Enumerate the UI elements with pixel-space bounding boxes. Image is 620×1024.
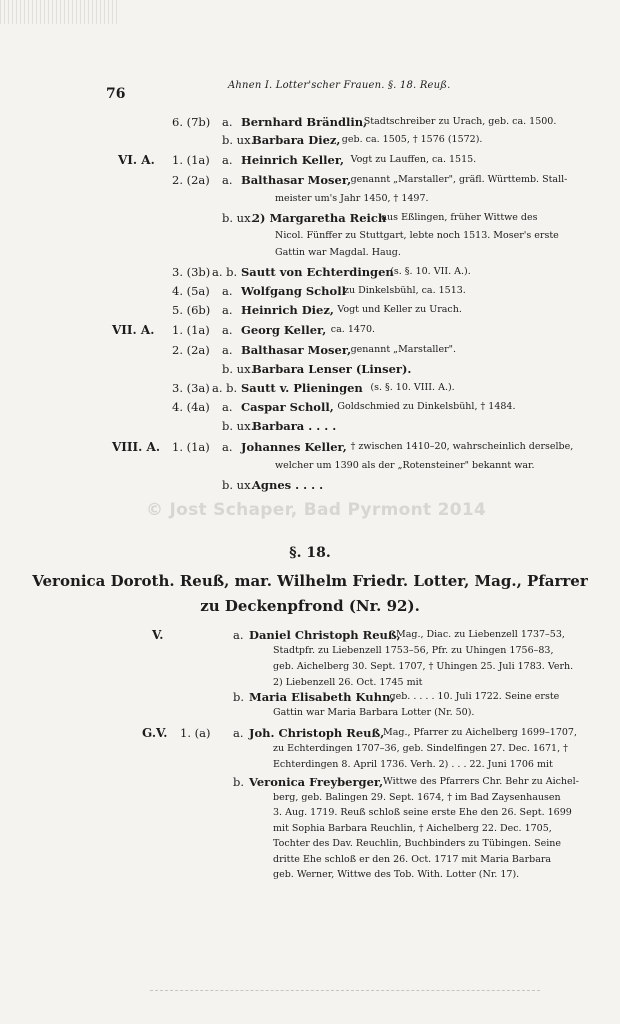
- entry-detail: Goldschmied zu Dinkelsbühl, † 1484.: [337, 401, 516, 412]
- entry-letter: b. ux.: [222, 478, 255, 492]
- entry-detail-line: dritte Ehe schloß er den 26. Oct. 1717 mit Maria Barbara: [273, 853, 552, 865]
- entry-name: Barbara Lenser (Linser).: [252, 362, 412, 376]
- entry-detail-line: geb. Aichelberg 30. Sept. 1707, † Uhingen 25. Juli 1783. Verh.: [273, 661, 574, 672]
- entry-detail-line: geb. Werner, Wittwe des Tob. With. Lotter (Nr. 17).: [273, 869, 520, 880]
- scan-noise: [0, 0, 120, 24]
- entry-letter: a.: [233, 628, 244, 642]
- entry-name: Veronica Freyberger,: [249, 775, 384, 789]
- entry-name: Sautt v. Plieningen: [241, 381, 363, 395]
- entry-name: Caspar Scholl,: [241, 400, 334, 414]
- section-title-line-1: Veronica Doroth. Reuß, mar. Wilhelm Friedr. Lotter, Mag., Pfarrer: [32, 572, 588, 590]
- entry-detail-line: Mag., Diac. zu Liebenzell 1737–53,: [396, 629, 565, 640]
- entry-name: Barbara . . . .: [252, 419, 337, 433]
- entry-number: 3. (3b): [172, 265, 211, 279]
- entry-detail-line: 3. Aug. 1719. Reuß schloß seine erste Ehe den 26. Sept. 1699: [273, 807, 572, 818]
- entry-letter: b. ux.: [222, 362, 255, 376]
- entry-letter: a. b.: [212, 381, 238, 395]
- entry-letter: a.: [222, 173, 233, 187]
- generation-label: VIII. A.: [112, 440, 160, 454]
- entry-number: 2. (2a): [172, 173, 210, 187]
- entry-detail-line: Wittwe des Pfarrers Chr. Behr zu Aichel-: [383, 776, 579, 787]
- entry-detail-line: geb. . . . . 10. Juli 1722. Seine erste: [389, 691, 560, 702]
- generation-label: V.: [152, 628, 164, 642]
- entry-name: Sautt von Echterdingen: [241, 265, 394, 279]
- generation-label: VI. A.: [118, 153, 155, 167]
- entry-name: Balthasar Moser,: [241, 343, 352, 357]
- entry-detail: genannt „Marstaller".: [350, 344, 456, 355]
- entry-detail: (s. §. 10. VIII. A.).: [370, 382, 455, 393]
- generation-label: VII. A.: [112, 323, 155, 337]
- entry-detail: Gattin war Magdal. Haug.: [275, 247, 401, 258]
- entry-detail-line: Gattin war Maria Barbara Lotter (Nr. 50).: [273, 707, 475, 718]
- entry-letter: a.: [222, 115, 233, 129]
- entry-detail-line: Stadtpfr. zu Liebenzell 1753–56, Pfr. zu Uhingen 1756–83,: [273, 645, 554, 656]
- entry-letter: b. ux.: [222, 419, 255, 433]
- entry-letter: a.: [233, 726, 244, 740]
- entry-detail-line: 2) Liebenzell 26. Oct. 1745 mit: [273, 677, 423, 688]
- entry-detail: welcher um 1390 als der „Rotensteiner" bekannt war.: [275, 460, 535, 471]
- entry-name: Heinrich Keller,: [241, 153, 345, 167]
- entry-name: Johannes Keller,: [241, 440, 347, 454]
- generation-label: G.V.: [142, 726, 168, 740]
- entry-detail: genannt „Marstaller", gräfl. Württemb. Stall-: [350, 174, 568, 185]
- entry-name: Maria Elisabeth Kuhn,: [249, 690, 395, 704]
- entry-name: Joh. Christoph Reuß,: [249, 726, 385, 740]
- entry-detail: Vogt zu Lauffen, ca. 1515.: [350, 154, 477, 165]
- entry-name: Agnes . . . .: [252, 478, 324, 492]
- entry-letter: a.: [222, 343, 233, 357]
- entry-detail: zu Dinkelsbühl, ca. 1513.: [344, 285, 466, 296]
- entry-detail: ca. 1470.: [330, 324, 376, 335]
- entry-name: Daniel Christoph Reuß,: [249, 628, 401, 642]
- bottom-rule: [150, 990, 540, 991]
- entry-letter: a.: [222, 323, 233, 337]
- entry-letter: a.: [222, 400, 233, 414]
- entry-detail-line: zu Echterdingen 1707–36, geb. Sindelfingen 27. Dec. 1671, †: [273, 743, 568, 754]
- entry-detail-line: Echterdingen 8. April 1736. Verh. 2) . . . 22. Juni 1706 mit: [273, 759, 553, 770]
- entry-name: Barbara Diez,: [252, 133, 341, 147]
- page-number: 76: [106, 86, 126, 102]
- entry-number: 4. (5a): [172, 284, 210, 298]
- entry-detail: Stadtschreiber zu Urach, geb. ca. 1500.: [363, 116, 557, 127]
- entry-name: Bernhard Brändlin,: [241, 115, 368, 129]
- entry-detail: meister um's Jahr 1450, † 1497.: [275, 193, 429, 204]
- entry-number: 4. (4a): [172, 400, 210, 414]
- entry-number: 1. (1a): [172, 153, 210, 167]
- entry-number: 3. (3a): [172, 381, 210, 395]
- section-title-line-2: zu Deckenpfrond (Nr. 92).: [200, 597, 420, 615]
- entry-name: Georg Keller,: [241, 323, 327, 337]
- entry-detail: (s. §. 10. VII. A.).: [390, 266, 471, 277]
- entry-number: 1. (1a): [172, 440, 210, 454]
- entry-letter: b.: [233, 690, 245, 704]
- entry-letter: a.: [222, 284, 233, 298]
- entry-name: 2) Margaretha Reich: [252, 211, 387, 225]
- entry-number: 2. (2a): [172, 343, 210, 357]
- entry-name: Wolfgang Scholl: [241, 284, 346, 298]
- entry-letter: a.: [222, 153, 233, 167]
- entry-detail-line: mit Sophia Barbara Reuchlin, † Aichelberg 22. Dec. 1705,: [273, 822, 552, 834]
- entry-detail: Vogt und Keller zu Urach.: [337, 304, 462, 315]
- entry-number: 1. (a): [180, 726, 211, 740]
- entry-letter: b.: [233, 775, 245, 789]
- entry-detail: † zwischen 1410–20, wahrscheinlich derselbe,: [350, 441, 574, 452]
- entry-name: Heinrich Diez,: [241, 303, 334, 317]
- entry-letter: b. ux.: [222, 133, 255, 147]
- entry-number: 6. (7b): [172, 115, 211, 129]
- entry-letter: b. ux.: [222, 211, 255, 225]
- entry-number: 5. (6b): [172, 303, 211, 317]
- entry-detail: Nicol. Fünffer zu Stuttgart, lebte noch 1513. Moser's erste: [275, 230, 559, 241]
- entry-number: 1. (1a): [172, 323, 210, 337]
- entry-detail: geb. ca. 1505, † 1576 (1572).: [341, 134, 483, 145]
- section-number: §. 18.: [289, 545, 331, 561]
- entry-detail-line: Mag., Pfarrer zu Aichelberg 1699–1707,: [383, 727, 577, 738]
- entry-name: Balthasar Moser,: [241, 173, 352, 187]
- running-head: Ahnen I. Lotter'scher Frauen. §. 18. Reuß.: [228, 80, 451, 91]
- entry-detail: aus Eßlingen, früher Wittwe des: [381, 212, 538, 223]
- entry-letter: a. b.: [212, 265, 238, 279]
- entry-letter: a.: [222, 303, 233, 317]
- entry-detail-line: Tochter des Dav. Reuchlin, Buchbinders zu Tübingen. Seine: [273, 838, 562, 849]
- watermark: © Jost Schaper, Bad Pyrmont 2014: [146, 500, 487, 520]
- entry-letter: a.: [222, 440, 233, 454]
- entry-detail-line: berg, geb. Balingen 29. Sept. 1674, † im Bad Zaysenhausen: [273, 791, 561, 803]
